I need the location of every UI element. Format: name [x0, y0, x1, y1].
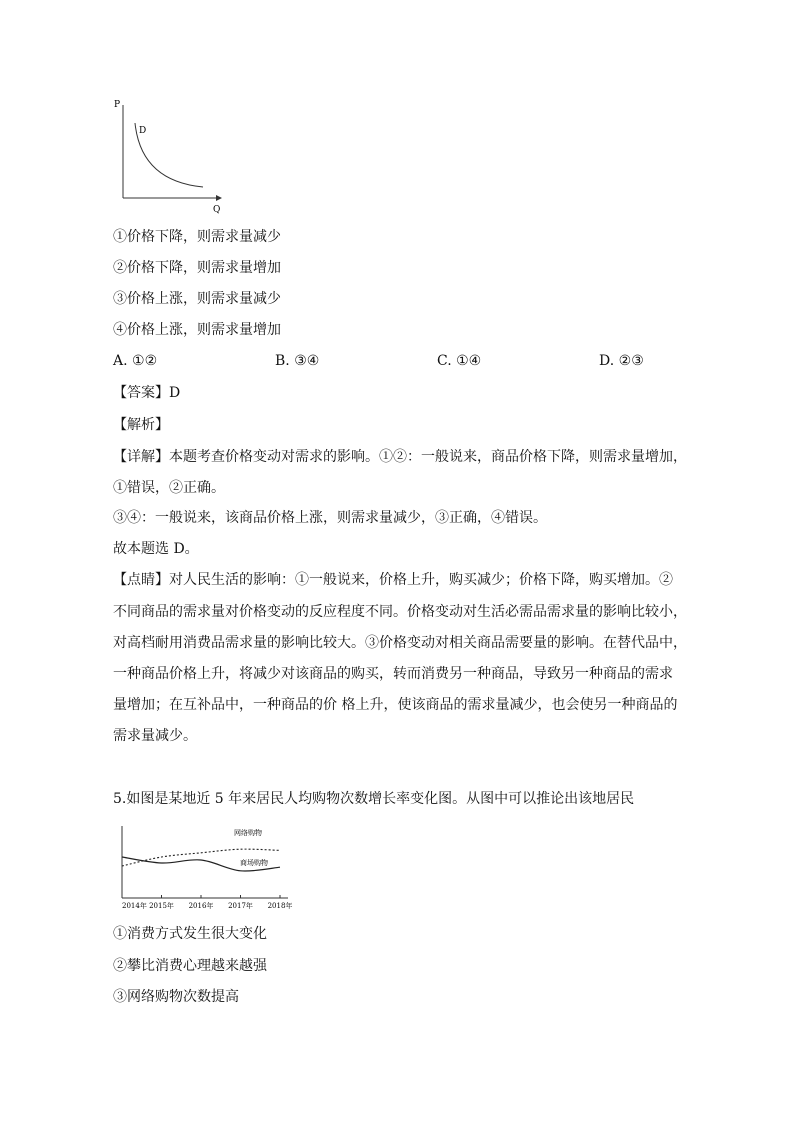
tip-line-3: 对高档耐用消费品需求量的影响比较大。③价格变动对相关商品需要量的影响。在替代品中，	[113, 635, 687, 651]
x-tick-label: 2017年	[228, 902, 253, 910]
tip-line-1: 【点睛】对人民生活的影响：①一般说来，价格上升，购买减少；价格下降，购买增加。②	[113, 572, 673, 588]
statement2-2: ②攀比消费心理越来越强	[113, 958, 267, 974]
shopping-growth-chart	[110, 822, 310, 912]
q-axis-arrow	[216, 195, 222, 201]
option-c	[437, 351, 481, 371]
question-5: 5.如图是某地近 5 年来居民人均购物次数增长率变化图。从图中可以推论出该地居民	[113, 791, 635, 807]
demand-curve-graph	[108, 95, 228, 217]
series-label-mall: 商场购物	[240, 859, 268, 867]
option-text: ①④	[456, 353, 482, 369]
option-letter: B.	[275, 353, 290, 369]
detail-line-4: 故本题选 D。	[113, 541, 199, 557]
detail-line-3: ③④：一般说来，该商品价格上涨，则需求量减少，③正确，④错误。	[113, 510, 547, 526]
x-tick-label: 2015年	[149, 902, 174, 910]
option-b	[275, 351, 319, 371]
series-label-online: 网络购物	[234, 829, 262, 837]
tip-line-6: 需求量减少。	[113, 728, 197, 744]
option-text: ②③	[618, 353, 644, 369]
option-letter: C.	[437, 353, 452, 369]
option-text: ③④	[294, 353, 320, 369]
answer-line: 【答案】D	[113, 385, 181, 401]
x-tick-label: 2014年	[122, 902, 147, 910]
option-letter: A.	[113, 353, 128, 369]
x-tick-label: 2016年	[188, 902, 214, 910]
x-tick-label: 2018年	[267, 902, 293, 910]
tip-line-4: 一种商品价格上升，将减少对该商品的购买，转而消费另一种商品，导致另一种商品的需求	[113, 666, 673, 682]
statement-4: ④价格上涨，则需求量增加	[113, 322, 281, 338]
curve-label: D	[139, 126, 147, 136]
option-letter: D.	[599, 353, 615, 369]
statement-3: ③价格上涨，则需求量减少	[113, 291, 281, 307]
option-text: ①②	[132, 353, 158, 369]
statement2-3: ③网络购物次数提高	[113, 989, 239, 1005]
statement-2: ②价格下降，则需求量增加	[113, 260, 281, 276]
tip-line-2: 不同商品的需求量对价格变动的反应程度不同。价格变动对生活必需品需求量的影响比较小，	[113, 604, 687, 620]
tip-line-5: 量增加；在互补品中，一种商品的价 格上升，使该商品的需求量减少，也会使另一种商品的	[113, 697, 678, 713]
q-axis-label: Q	[213, 205, 221, 215]
analysis-title: 【解析】	[113, 417, 169, 433]
statement-1: ①价格下降，则需求量减少	[113, 229, 281, 245]
statement2-1: ①消费方式发生很大变化	[113, 926, 267, 942]
option-d	[599, 351, 644, 371]
detail-line-2: ①错误，②正确。	[113, 480, 225, 496]
detail-line-1: 【详解】本题考查价格变动对需求的影响。①②：一般说来，商品价格下降，则需求量增加，	[113, 449, 687, 465]
option-a	[113, 351, 157, 371]
p-axis-label: P	[114, 100, 121, 110]
